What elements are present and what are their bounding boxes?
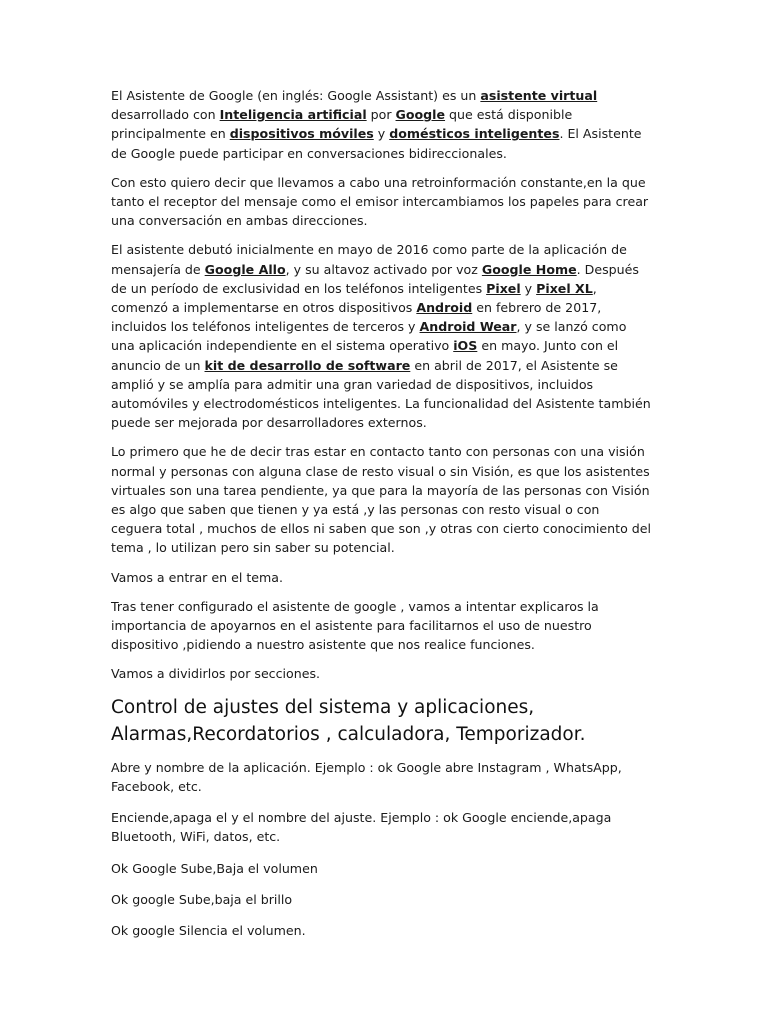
inline-link[interactable]: domésticos inteligentes <box>389 126 560 142</box>
paragraph-text: , comenzó a implementarse en otros dispositivos <box>111 280 597 316</box>
paragraph <box>111 86 653 163</box>
paragraph <box>111 240 653 432</box>
paragraph-text: por <box>366 107 396 123</box>
paragraph-text: El Asistente de Google (en inglés: Google Assistant) es un <box>111 88 481 103</box>
paragraph-text: y <box>520 280 537 296</box>
example-item: Ok google Sube,baja el brillo <box>111 891 293 907</box>
inline-link[interactable]: Android Wear <box>419 319 517 335</box>
document-page <box>111 86 653 952</box>
paragraph-text: Tras tener configurado el asistente de google , vamos a intentar explicaros la importancia de apoyarnos en el asistente para facilitarnos el uso de nuestro dispositivo ,pidiendo a nuestro asistente que nos realice funciones. <box>111 598 599 653</box>
inline-link[interactable]: Pixel <box>486 280 521 296</box>
inline-link[interactable]: Google Home <box>481 261 577 277</box>
inline-link[interactable]: Inteligencia artificial <box>219 107 367 123</box>
paragraph-text: . El Asistente de Google puede participar en conversaciones bidireccionales. <box>111 126 642 161</box>
paragraph-text: y <box>373 126 390 142</box>
example-item: Abre y nombre de la aplicación. Ejemplo : ok Google abre Instagram , WhatsApp, Facebook, etc. <box>111 759 622 794</box>
paragraph-text: El asistente debutó inicialmente en mayo de 2016 como parte de la aplicación de mensajería de <box>111 242 627 277</box>
inline-link[interactable]: Pixel XL <box>536 280 593 296</box>
paragraph <box>111 568 653 587</box>
paragraph-text: , y su altavoz activado por voz <box>285 261 482 277</box>
inline-link[interactable]: dispositivos móviles <box>229 126 374 142</box>
example-item: Ok Google Sube,Baja el volumen <box>111 860 318 876</box>
intro-paragraphs <box>111 86 653 684</box>
example-item: Ok google Silencia el volumen. <box>111 922 306 938</box>
inline-link[interactable]: asistente virtual <box>480 88 598 103</box>
paragraph-text: . Después de un período de exclusividad en los teléfonos inteligentes <box>111 261 639 296</box>
paragraph <box>111 442 653 557</box>
inline-link[interactable]: Google <box>395 107 446 123</box>
paragraph-text: Vamos a entrar en el tema. <box>111 569 284 585</box>
paragraph-text: Vamos a dividirlos por secciones. <box>111 666 321 682</box>
paragraph-text: Con esto quiero decir que llevamos a cabo una retroinformación constante,en la que tanto el receptor del mensaje como el emisor intercambiamos los papeles para crear una conversación en ambas direcciones. <box>111 174 649 229</box>
paragraph-text: en febrero de 2017, incluidos los teléfonos inteligentes de terceros y <box>111 300 602 335</box>
paragraph-text: en abril de 2017, el Asistente se amplió y se amplía para admitir una gran variedad de dispositivos, incluidos automóviles y electrodomésticos inteligentes. La funcionalidad del Asistente también puede ser mejorada por desarrolladores externos. <box>111 357 651 431</box>
paragraph-text: desarrollado con <box>111 107 220 123</box>
paragraph <box>111 664 653 683</box>
inline-link[interactable]: Android <box>416 300 473 316</box>
inline-link[interactable]: Google Allo <box>204 261 286 277</box>
inline-link[interactable]: kit de desarrollo de software <box>204 357 411 373</box>
paragraph-text: en mayo. Junto con el anuncio de un <box>111 338 619 373</box>
inline-link[interactable]: iOS <box>453 338 478 354</box>
paragraph-text: Lo primero que he de decir tras estar en contacto tanto con personas con una visión normal y personas con alguna clase de resto visual o sin Visión, es que los asistentes virtuales son una tarea pendiente, ya que para la mayoría de las personas con Visión es algo que saben que tienen y ya está ,y las personas con resto visual o con ceguera total , muchos de ellos ni saben que son ,y otras con cierto conocimiento del tema , lo utilizan pero sin saber su potencial. <box>111 444 652 556</box>
section-heading: Control de ajustes del sistema y aplicaciones, Alarmas,Recordatorios , calculadora, Temporizador. <box>111 696 586 745</box>
examples-list <box>111 758 653 940</box>
paragraph <box>111 597 653 655</box>
paragraph-text: , y se lanzó como una aplicación independiente en el sistema operativo <box>111 319 627 354</box>
paragraph-text: que está disponible principalmente en <box>111 107 573 142</box>
example-item: Enciende,apaga el y el nombre del ajuste. Ejemplo : ok Google enciende,apaga Bluetooth, WiFi, datos, etc. <box>111 810 612 845</box>
paragraph <box>111 173 653 231</box>
